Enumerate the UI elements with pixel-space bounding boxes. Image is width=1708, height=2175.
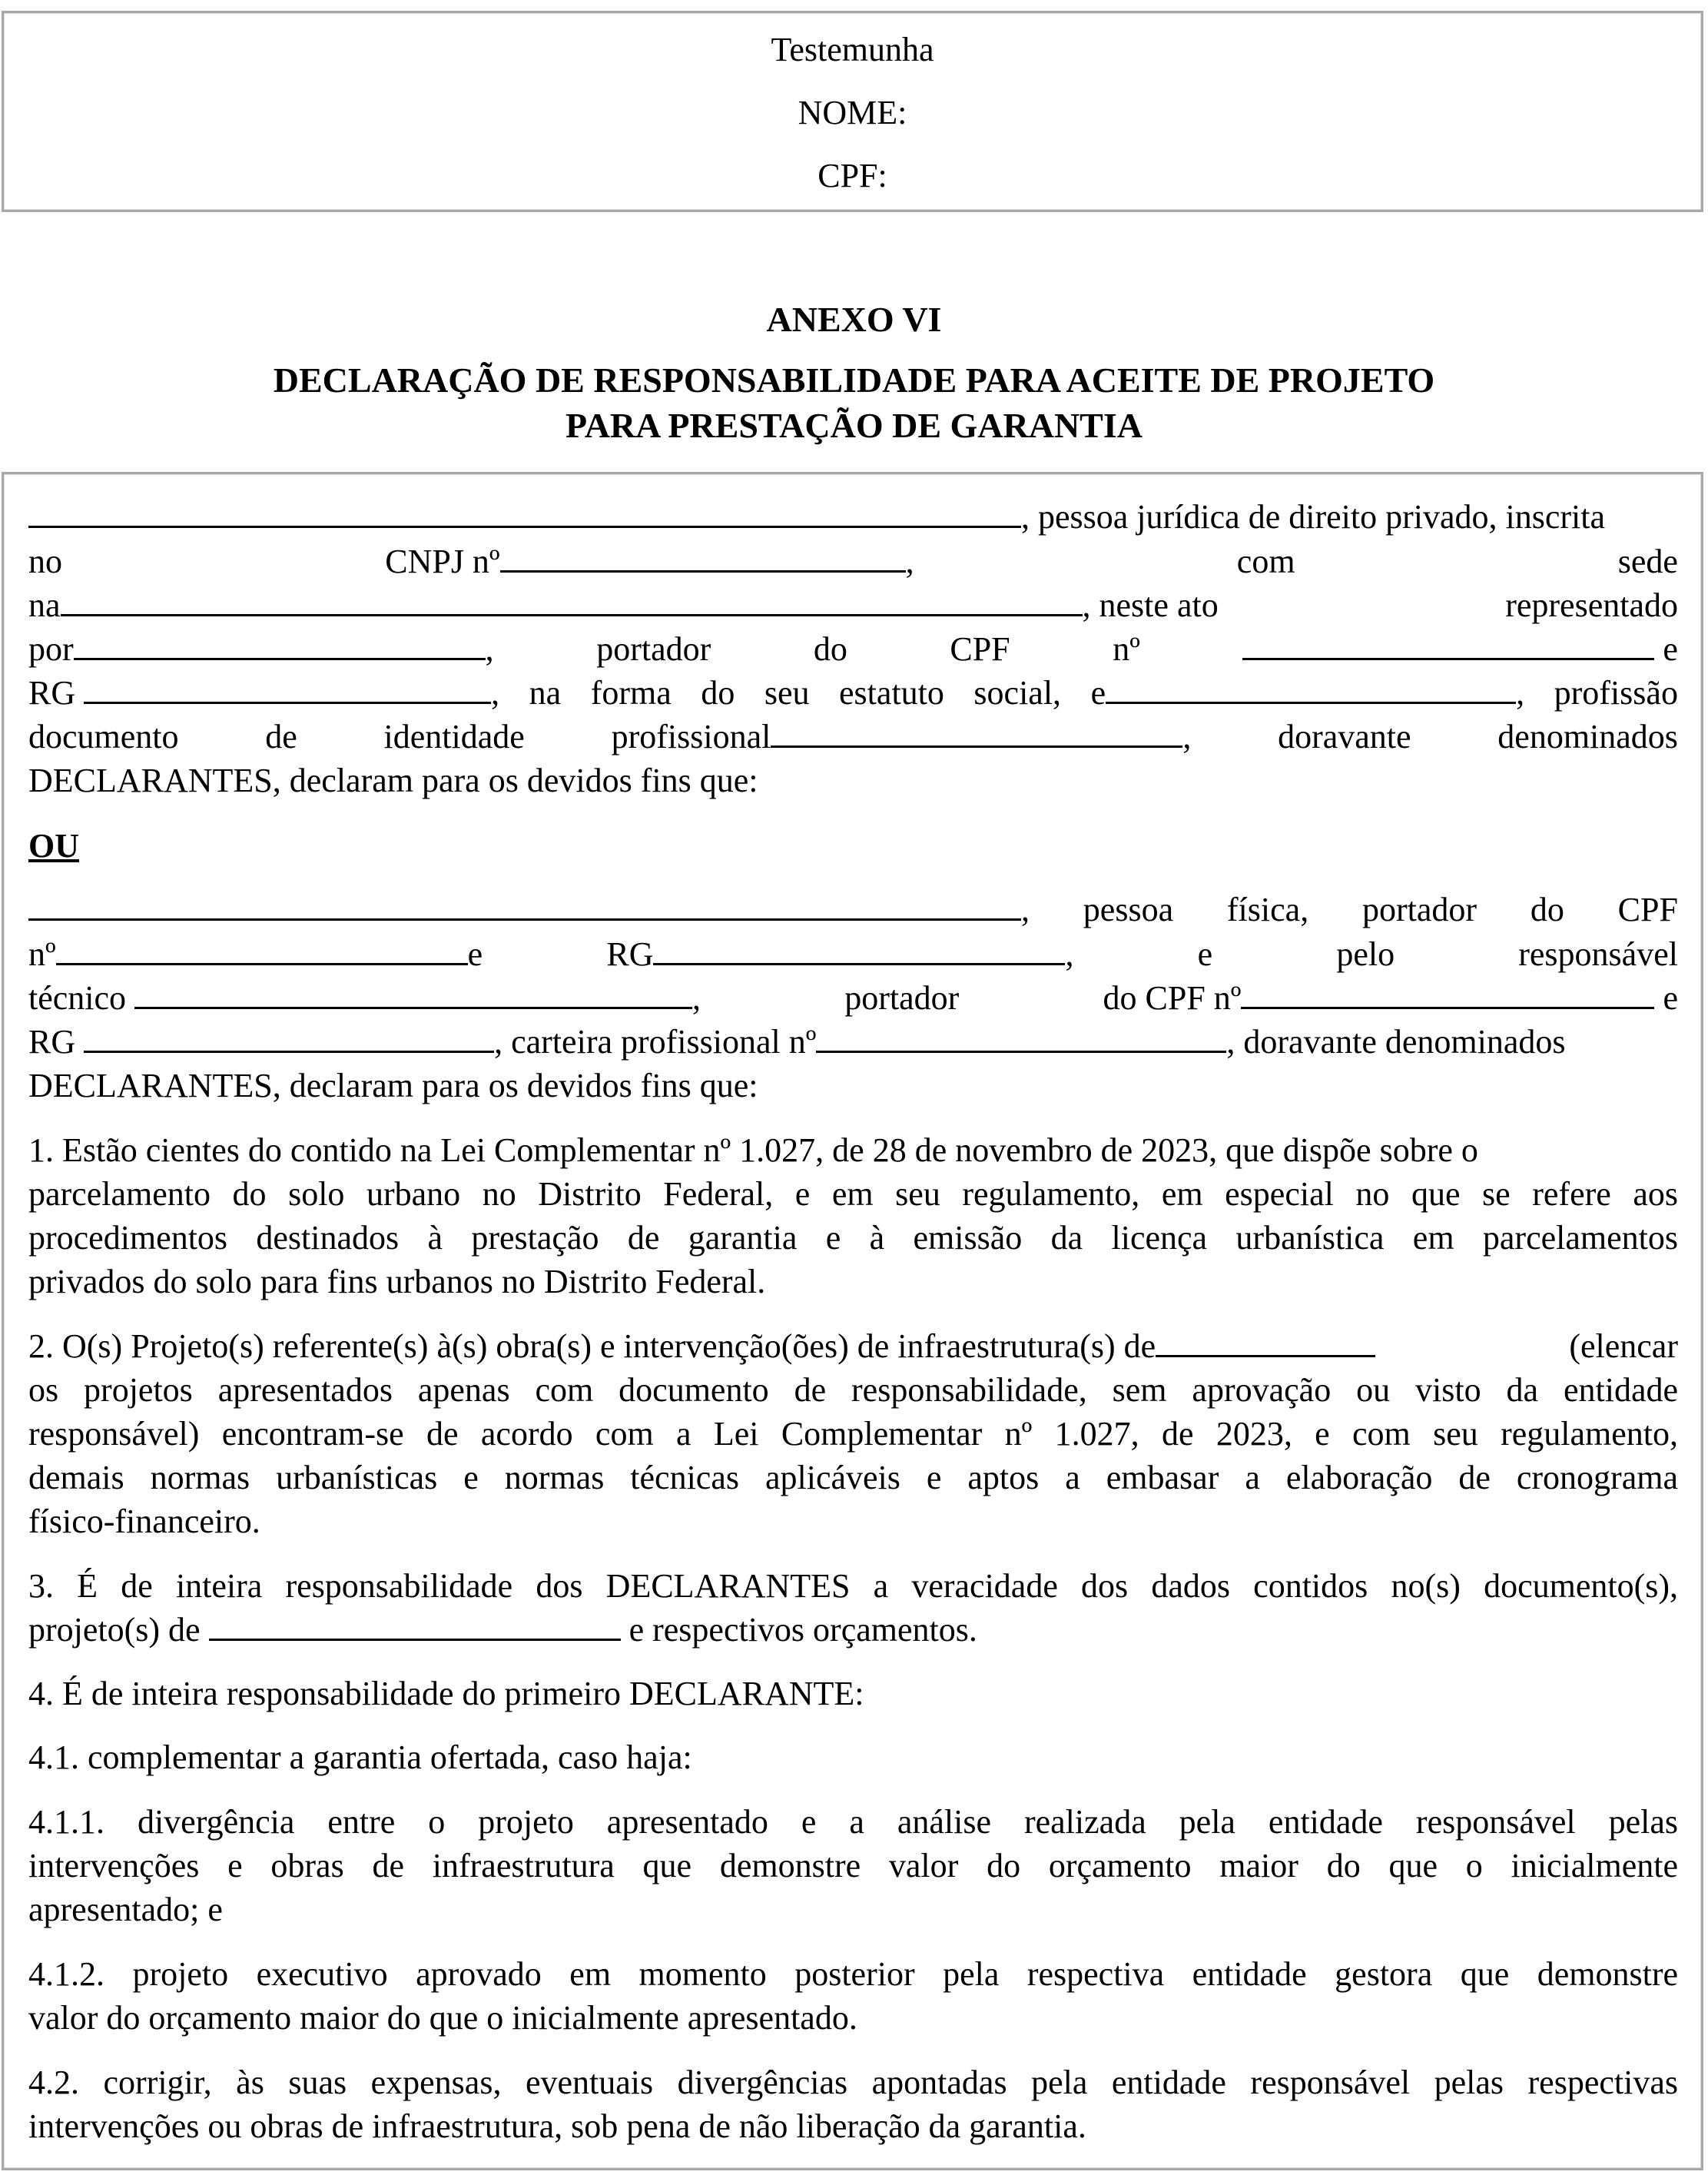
item-2-line-2: os projetos apresentados apenas com documento de responsabilidade, sem aprovação ou visto da entidade: [28, 1371, 1678, 1409]
professional-id-blank[interactable]: [771, 718, 1182, 748]
address-blank[interactable]: [61, 586, 1083, 616]
item-4-1-2-line-1: 4.1.2. projeto executivo aprovado em momento posterior pela respectiva entidade gestora que demonstre: [28, 1955, 1678, 1993]
person-name-blank[interactable]: [28, 891, 1021, 921]
witness-cpf-label: CPF:: [818, 157, 887, 194]
infrastructure-blank[interactable]: [1156, 1327, 1375, 1357]
item-3-line-2: projeto(s) de e respectivos orçamentos.: [28, 1611, 977, 1649]
juridica-line-7: DECLARANTES, declaram para os devidos fins que:: [28, 762, 758, 799]
juridica-line-1: , pessoa jurídica de direito privado, inscrita: [28, 497, 1678, 537]
item-3-line-1: 3. É de inteira responsabilidade dos DECLARANTES a veracidade dos dados contidos no(s) documento(s),: [28, 1567, 1678, 1605]
item-2-line-4: demais normas urbanísticas e normas técnicas aplicáveis e aptos a embasar a elaboração de cronograma: [28, 1459, 1678, 1496]
company-name-blank[interactable]: [28, 498, 1021, 528]
item-1-line-4: privados do solo para fins urbanos no Distrito Federal.: [28, 1263, 766, 1300]
item-4: 4. É de inteira responsabilidade do primeiro DECLARANTE:: [28, 1675, 864, 1712]
professional-card-blank[interactable]: [816, 1023, 1226, 1053]
technical-responsible-blank[interactable]: [134, 979, 692, 1009]
fisica-line-2: nº e RG , e pelo responsável: [28, 935, 1678, 973]
item-4-2-line-2: intervenções ou obras de infraestrutura, sob pena de não liberação da garantia.: [28, 2107, 1086, 2145]
witness-name-label: NOME:: [798, 94, 907, 131]
item-2-line-1: 2. O(s) Projeto(s) referente(s) à(s) obra(s) e intervenção(ões) de infraestrutura(s) de (elencar: [28, 1327, 1678, 1365]
item-1-line-1: 1. Estão cientes do contido na Lei Complementar nº 1.027, de 28 de novembro de 2023, que dispõe sobre o: [28, 1131, 1478, 1169]
item-4-1: 4.1. complementar a garantia ofertada, caso haja:: [28, 1738, 692, 1776]
representative-cpf-blank[interactable]: [1242, 630, 1654, 660]
item-4-1-2-line-2: valor do orçamento maior do que o inicialmente apresentado.: [28, 1999, 857, 2037]
representative-rg-blank[interactable]: [84, 674, 491, 704]
item-1-line-3: procedimentos destinados à prestação de garantia e à emissão da licença urbanística em parcelamentos: [28, 1219, 1678, 1257]
fisica-line-5: DECLARANTES, declaram para os devidos fins que:: [28, 1067, 758, 1104]
technical-cpf-blank[interactable]: [1241, 979, 1654, 1009]
declaration-title-line-2: PARA PRESTAÇÃO DE GARANTIA: [565, 406, 1143, 445]
representative-blank[interactable]: [74, 630, 486, 660]
item-2-line-3: responsável) encontram-se de acordo com a Lei Complementar nº 1.027, de 2023, e com seu regulamento,: [28, 1415, 1678, 1453]
witness-title: Testemunha: [771, 31, 934, 68]
professional-name-blank[interactable]: [1106, 674, 1516, 704]
cnpj-blank[interactable]: [500, 543, 906, 573]
juridica-line-6: documento de identidade profissional , doravante denominados: [28, 718, 1678, 755]
juridica-line-4: por , portador do CPF nº e: [28, 630, 1678, 668]
item-4-1-1-line-2: intervenções e obras de infraestrutura que demonstre valor do orçamento maior do que o inicialmente: [28, 1847, 1678, 1884]
juridica-line-2: no CNPJ nº , com sede: [28, 543, 1678, 580]
person-rg-blank[interactable]: [653, 935, 1065, 965]
fisica-line-4: RG , carteira profissional nº , doravante denominados: [28, 1023, 1566, 1061]
declaration-title-line-1: DECLARAÇÃO DE RESPONSABILIDADE PARA ACEITE DE PROJETO: [273, 360, 1435, 400]
juridica-line-5: RG , na forma do seu estatuto social, e , profissão: [28, 674, 1678, 712]
item-4-1-1-line-3: apresentado; e: [28, 1891, 223, 1928]
item-4-2-line-1: 4.2. corrigir, às suas expensas, eventuais divergências apontadas pela entidade responsável pelas respectivas: [28, 2064, 1678, 2101]
juridica-line-3: na , neste ato representado: [28, 586, 1678, 624]
ou-separator: OU: [28, 827, 79, 865]
item-2-line-5: físico-financeiro.: [28, 1503, 260, 1540]
annex-title: ANEXO VI: [766, 300, 942, 339]
fisica-line-3: técnico , portador do CPF nº e: [28, 979, 1678, 1017]
project-blank[interactable]: [209, 1611, 621, 1641]
person-cpf-blank[interactable]: [56, 935, 468, 965]
item-4-1-1-line-1: 4.1.1. divergência entre o projeto apresentado e a análise realizada pela entidade responsável pelas: [28, 1803, 1678, 1841]
fisica-line-1: , pessoa física, portador do CPF: [28, 890, 1678, 930]
item-1-line-2: parcelamento do solo urbano no Distrito Federal, e em seu regulamento, em especial no que se refere aos: [28, 1175, 1678, 1213]
witness-box: [2, 11, 1703, 212]
technical-rg-blank[interactable]: [84, 1023, 494, 1053]
